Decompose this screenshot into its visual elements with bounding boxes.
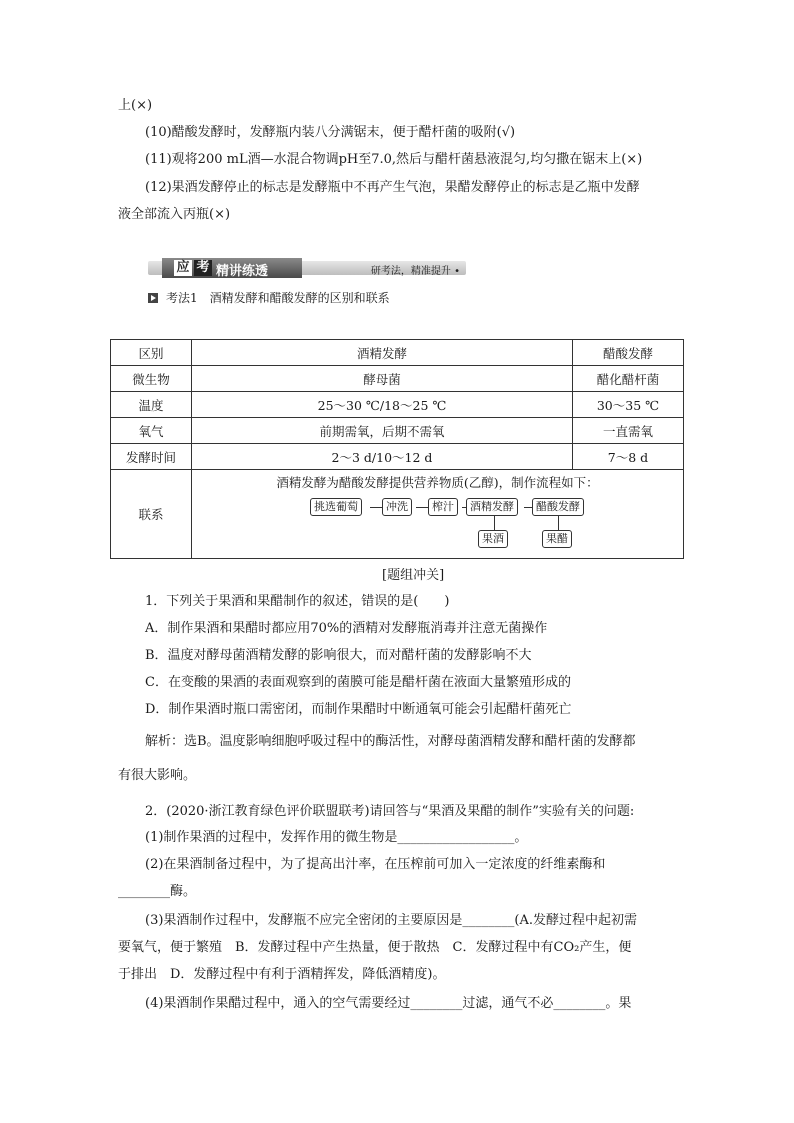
text-line: (10)醋酸发酵时，发酵瓶内装八分满锯末，便于醋杆菌的吸附(√): [145, 125, 516, 140]
table-cell: 温度: [111, 392, 192, 418]
table-header-row: [111, 340, 684, 366]
option-c: C．在变酸的果酒的表面观察到的菌膜可能是醋杆菌在液面大量繁殖形成的: [145, 675, 571, 690]
table-row: [111, 444, 684, 470]
flow-box: 冲洗: [382, 498, 412, 516]
text-line: (11)观将200 mL酒—水混合物调pH至7.0,然后与醋杆菌悬液混匀,均匀撒在锯末上(×): [145, 152, 643, 167]
section-banner: [148, 258, 466, 278]
flow-box: 果酒: [478, 530, 508, 548]
arrow: [416, 507, 428, 508]
text-line: 上(×): [118, 98, 153, 113]
text-line: 液全部流入丙瓶(×): [118, 207, 231, 222]
option-d: D．制作果酒时瓶口需密闭，而制作果醋时中断通氧可能会引起醋杆菌死亡: [145, 702, 572, 717]
table-cell: 7～8 d: [573, 444, 684, 470]
table-header-cell: 醋酸发酵: [573, 340, 684, 366]
table-cell: 联系: [111, 470, 192, 559]
explanation: 解析：选B。温度影响细胞呼吸过程中的酶活性，对酵母菌酒精发酵和醋杆菌的发酵都: [145, 734, 636, 749]
option-a: A．制作果酒和果醋时都应用70%的酒精对发酵瓶消毒并注意无菌操作: [145, 621, 548, 636]
explanation: 有很大影响。: [118, 768, 197, 783]
question-part: (1)制作果酒的过程中，发挥作用的微生物是__________________。: [145, 830, 528, 845]
subsection-title: 考法1 酒精发酵和醋酸发酵的区别和联系: [166, 291, 390, 305]
table-cell: 醋化醋杆菌: [573, 366, 684, 392]
flow-box: 挑选葡萄: [310, 498, 362, 516]
flow-diagram: [192, 470, 683, 558]
table-cell: 发酵时间: [111, 444, 192, 470]
question-part: (2)在果酒制备过程中，为了提高出汁率，在压榨前可加入一定浓度的纤维素酶和: [145, 857, 606, 872]
flow-box: 果醋: [542, 530, 572, 548]
table-header-cell: 酒精发酵: [192, 340, 573, 366]
question-stem: 2．(2020·浙江教育绿色评价联盟联考)请回答与“果酒及果醋的制作”实验有关的问题:: [145, 804, 635, 819]
flow-cell: [192, 470, 684, 559]
question-part: 于排出 D．发酵过程中有利于酒精挥发，降低酒精度)。: [118, 967, 446, 982]
question-part: (4)果酒制作果醋过程中，通入的空气需要经过________过滤，通气不必________。果: [145, 996, 632, 1011]
arrow: [524, 507, 532, 508]
table-cell: 前期需氧，后期不需氧: [192, 418, 573, 444]
question-part: (3)果酒制作过程中，发酵瓶不应完全密闭的主要原因是________(A.发酵过程中起初需: [145, 913, 638, 928]
subsection-heading: [148, 289, 390, 306]
table-row-link: [111, 470, 684, 559]
question-part: 要氧气，便于繁殖 B．发酵过程中产生热量，便于散热 C．发酵过程中有CO₂产生，便: [118, 940, 632, 955]
banner-char-2: 考: [194, 260, 212, 276]
arrow: [370, 507, 382, 508]
flow-box: 酒精发酵: [466, 498, 518, 516]
table-cell: 微生物: [111, 366, 192, 392]
table-cell: 30～35 ℃: [573, 392, 684, 418]
table-cell: 25～30 ℃/18～25 ℃: [192, 392, 573, 418]
table-cell: 氧气: [111, 418, 192, 444]
flow-box: 醋酸发酵: [532, 498, 584, 516]
option-b: B．温度对酵母菌酒精发酵的影响很大，而对醋杆菌的发酵影响不大: [145, 648, 532, 663]
banner-char-1: 应: [174, 260, 192, 276]
banner-subtitle: 研考法，精准提升 •: [370, 266, 460, 277]
play-icon: [148, 293, 158, 303]
banner-title: 精讲练透: [216, 264, 269, 279]
table-row: [111, 418, 684, 444]
comparison-table: [110, 339, 684, 559]
arrow: [558, 516, 559, 530]
group-title: [题组冲关]: [382, 568, 445, 583]
text-line: (12)果酒发酵停止的标志是发酵瓶中不再产生气泡，果醋发酵停止的标志是乙瓶中发酵: [145, 180, 640, 195]
flow-box: 榨汁: [428, 498, 458, 516]
question-stem: 1．下列关于果酒和果醋制作的叙述，错误的是( ): [145, 594, 450, 609]
table-cell: 2～3 d/10～12 d: [192, 444, 573, 470]
table-header-cell: 区别: [111, 340, 192, 366]
table-cell: 酵母菌: [192, 366, 573, 392]
table-row: [111, 392, 684, 418]
question-part: ________酶。: [118, 884, 197, 899]
flow-caption: 酒精发酵为醋酸发酵提供营养物质(乙醇)，制作流程如下：: [276, 475, 599, 490]
arrow: [494, 516, 495, 530]
table-cell: 一直需氧: [573, 418, 684, 444]
table-row: [111, 366, 684, 392]
